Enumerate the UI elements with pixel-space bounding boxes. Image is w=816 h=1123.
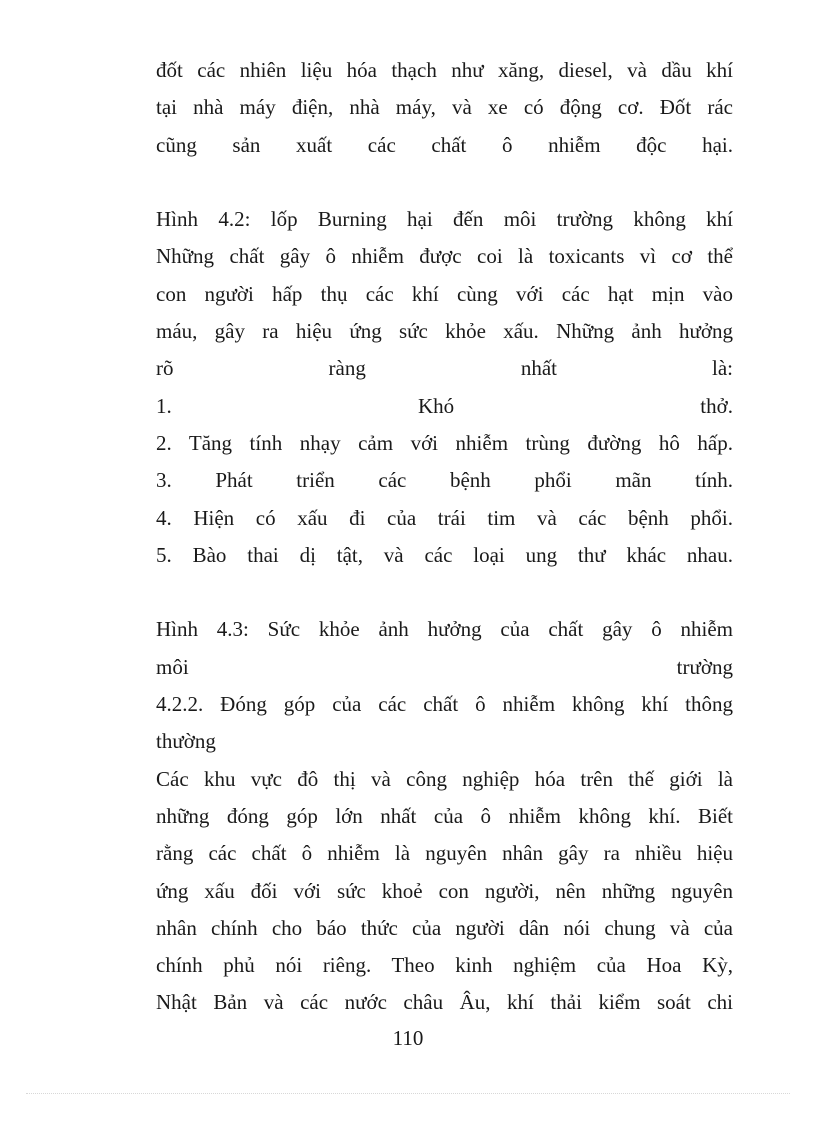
paragraph-air-pollution-contribution (156, 611, 733, 1021)
page-number: 110 (392, 1026, 424, 1050)
text-line: ứng xấu đối với sức khoẻ con người, nên những nguyên (156, 878, 733, 903)
paragraph-spacer (156, 574, 733, 611)
list-item-3: 3. Phát triển các bệnh phổi mãn tính. (156, 468, 733, 493)
text-line: Các khu vực đô thị và công nghiệp hóa trên thế giới là (156, 766, 733, 791)
list-item-4: 4. Hiện có xấu đi của trái tim và các bệnh phổi. (156, 505, 733, 530)
list-item-5: 5. Bào thai dị tật, và các loại ung thư khác nhau. (156, 542, 733, 567)
text-line: rằng các chất ô nhiễm là nguyên nhân gây ra nhiều hiệu (156, 841, 733, 866)
text-line: con người hấp thụ các khí cùng với các hạt mịn vào (156, 281, 733, 306)
section-heading-4-2-2: 4.2.2. Đóng góp của các chất ô nhiễm không khí thông (156, 692, 733, 717)
text-line: rõ ràng nhất là: (156, 356, 733, 381)
paragraph-health-effects (156, 201, 733, 574)
text-line: môi trường (156, 654, 733, 679)
paragraph-fuel-combustion (156, 52, 733, 164)
text-line: Nhật Bản và các nước châu Âu, khí thải kiểm soát chi (156, 990, 733, 1015)
text-line: những đóng góp lớn nhất của ô nhiễm không khí. Biết (156, 803, 733, 828)
list-item-1: 1. Khó thở. (156, 393, 733, 418)
text-line: tại nhà máy điện, nhà máy, và xe có động cơ. Đốt rác (156, 95, 733, 120)
text-line: Những chất gây ô nhiễm được coi là toxicants vì cơ thể (156, 244, 733, 269)
page-bottom-divider (26, 1093, 790, 1094)
text-line: cũng sản xuất các chất ô nhiễm độc hại. (156, 132, 733, 157)
figure-caption-4-2: Hình 4.2: lốp Burning hại đến môi trường không khí (156, 207, 733, 232)
document-page-body (156, 52, 733, 1022)
text-line: chính phủ nói riêng. Theo kinh nghiệm của Hoa Kỳ, (156, 953, 733, 978)
text-line: nhân chính cho báo thức của người dân nói chung và của (156, 915, 733, 940)
section-heading-continuation: thường (156, 729, 216, 754)
text-line: máu, gây ra hiệu ứng sức khỏe xấu. Những ảnh hưởng (156, 319, 733, 344)
list-item-2: 2. Tăng tính nhạy cảm với nhiễm trùng đường hô hấp. (156, 430, 733, 455)
figure-caption-4-3: Hình 4.3: Sức khỏe ảnh hưởng của chất gây ô nhiễm (156, 617, 733, 642)
paragraph-spacer (156, 164, 733, 201)
text-line: đốt các nhiên liệu hóa thạch như xăng, diesel, và dầu khí (156, 58, 733, 82)
